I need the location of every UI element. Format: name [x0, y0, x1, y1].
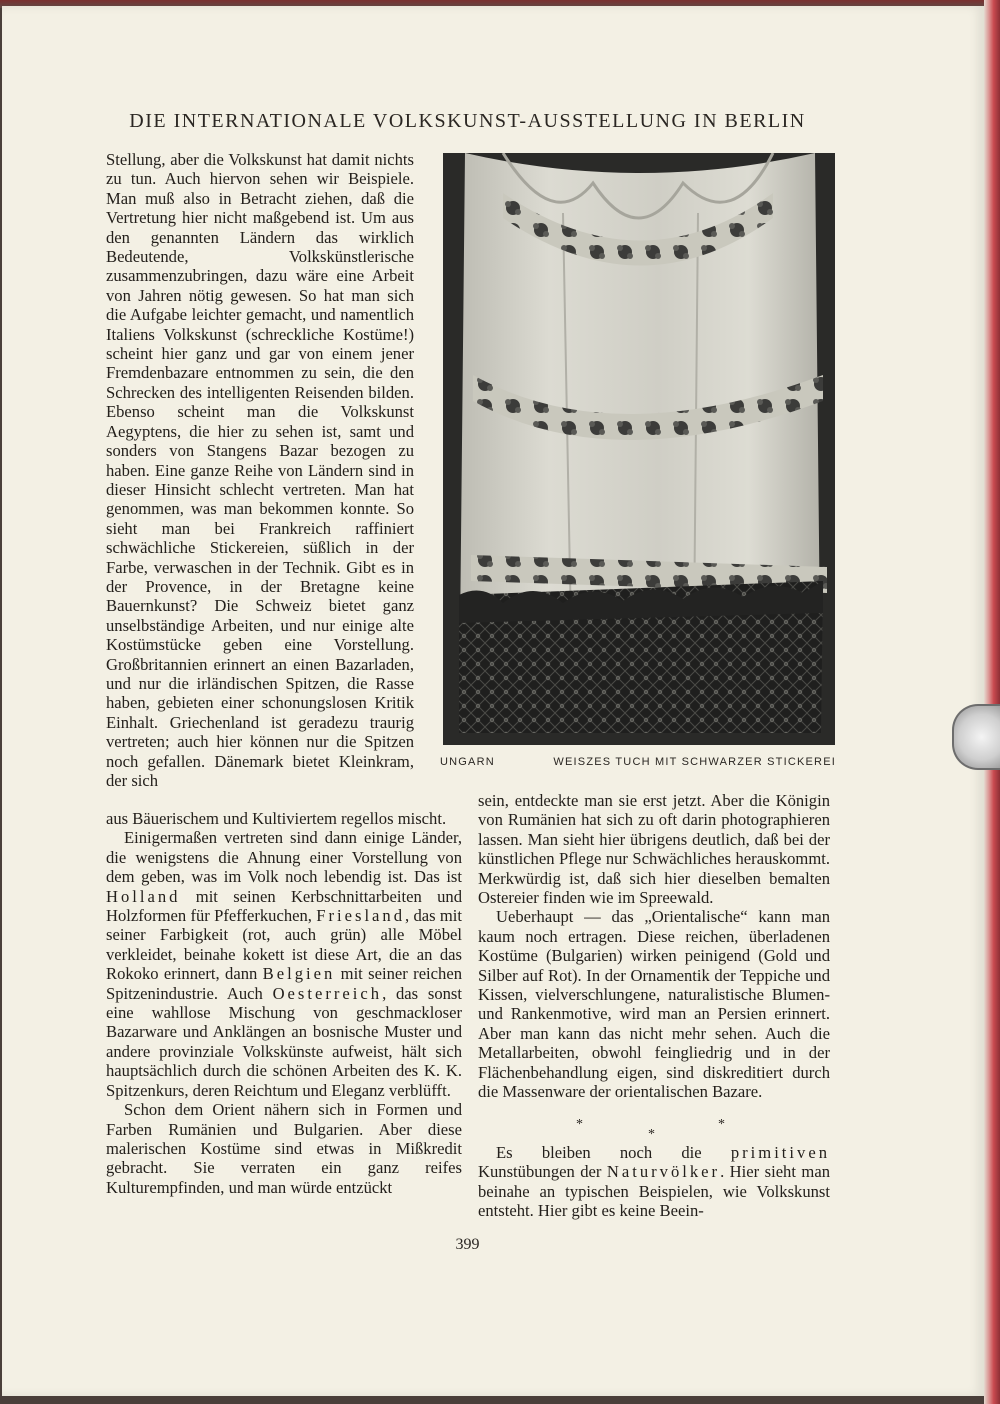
text-run: Es bleiben noch die: [496, 1143, 731, 1162]
right-column: [478, 791, 830, 1102]
asterisk: *: [718, 1117, 725, 1132]
embroidered-cloth-photo: [443, 153, 835, 745]
page-clip: [952, 704, 1000, 770]
paragraph: sein, entdeckte man sie erst jetzt. Aber die Königin von Rumänien hat sich zu oft darin photographieren lassen. Man sieht hier übrigens deutlich, daß bei der künstlichen Pflege nur Schwächliches herauskommt. Merkwürdig ist, daß sich hier dieselben bemalten Ostereier finden wie im Spreewald.: [478, 791, 830, 908]
running-head: DIE INTERNATIONALE VOLKSKUNST-AUSSTELLUNG IN BERLIN: [129, 110, 806, 132]
text-run: . Hier sieht man beinahe an typischen Beispielen, wie Volkskunst entsteht. Hier gibt es keine Beein-: [478, 1162, 830, 1221]
spaced-country-name: Friesland: [316, 906, 406, 926]
spaced-country-name: Oesterreich: [272, 983, 383, 1003]
figure-caption-title: WEISZES TUCH MIT SCHWARZER STICKEREI: [553, 756, 836, 768]
asterisk: *: [576, 1117, 583, 1132]
paragraph: Ueberhaupt — das „Orientalische“ kann man kaum noch ertragen. Diese reichen, überladenen Kostüme (Bulgarien) wirken peinigend (Gold und Silber auf Rot). In der Ornamentik der Teppiche und Kissen, vielverschlungene, naturalistische Blumen- und Rankenmotive, wird man an Persien erinnert. Aber man kann das nicht mehr sehen. Auch die Metallarbeiten, obwohl feingliedrig und in der Flächenbehandlung eigen, sind diskreditiert durch die Massenware der orientalischen Bazare.: [478, 907, 830, 1102]
page-number: 399: [455, 1236, 480, 1253]
left-column-top: [106, 150, 414, 790]
text-run: , das sonst eine wahllose Mischung von geschmackloser Bazarware und Anklängen an bosnische Muster und andere provinziale Volkskünste aufweist, hält sich hauptsächlich durch die schönen Arbeiten des K. K. Spitzenkurs, deren Reichtum und Eleganz verblüfft.: [106, 983, 462, 1100]
text-run: Kunstübungen der: [478, 1162, 607, 1182]
book-right-edge: [984, 0, 1000, 1404]
spaced-word: Naturvölker: [606, 1162, 721, 1182]
cloth-illustration: [443, 153, 835, 745]
text-run: , das mit seiner Farbigkeit (rot, auch grün) alle Möbel verkleidet, beinahe kokett ist diese Art, die an das Rokoko erinnert, dann: [106, 906, 463, 984]
spaced-country-name: Holland: [106, 886, 181, 906]
spaced-country-name: Belgien: [262, 964, 336, 984]
right-column-after-break: [478, 1143, 830, 1221]
figure-caption-country: UNGARN: [440, 756, 495, 768]
asterisk: *: [648, 1127, 655, 1142]
left-column-bottom: [106, 809, 462, 1197]
section-break-asterism: [478, 1113, 830, 1143]
paragraph: aus Bäuerischem und Kultiviertem regellos mischt.: [106, 809, 447, 828]
paragraph: [106, 828, 462, 1100]
paragraph: [478, 1143, 830, 1221]
text-run: mit seiner reichen Spitzenindustrie. Auch: [106, 964, 462, 1003]
spaced-word: primitiven: [730, 1143, 830, 1162]
paragraph: Stellung, aber die Volkskunst hat damit nichts zu tun. Auch hiervon sehen wir Beispiele. Man muß also in Betracht ziehen, daß die Vertretung hier nicht maßgebend ist. Um aus den genannten Ländern das wirklich Bedeutende, Volkskünstlerische zusammenzubringen, dazu wäre eine Arbeit von Jahren nötig gewesen. So hat man sich die Aufgabe leichter gemacht, und namentlich Italiens Volkskunst (schreckliche Kostüme!) scheint hier ganz und gar von einem jener Fremdenbazare entnommen zu sein, die den Schrecken des intelligenten Reisenden bilden. Ebenso scheint man die Volkskunst Aegyptens, die hier zu sehen ist, samt und sonders von Stangens Bazar bezogen zu haben. Eine ganze Reihe von Ländern sind in dieser Hinsicht schlecht vertreten. Man hat genommen, was man bekommen konnte. So sieht man bei Frankreich raffiniert schwächliche Stickereien, süßlich in der Farbe, verwaschen in der Technik. Gibt es in der Provence, in der Bretagne keine Bauernkunst? Die Schweiz bietet ganz unselbständige Arbeiten, und nur einige alte Kostümstücke geben eine Vorstellung. Großbritannien erinnert an einen Bazarladen, und nur die irländischen Spitzen, die Rasse haben, gebieten einer schonungslosen Kritik Einhalt. Griechenland ist geradezu traurig vertreten; auch hier können nur die Spitzen noch gefallen. Dänemark bietet Kleinkram, der sich: [106, 150, 414, 790]
text-run: mit seinen Kerbschnittarbeiten und Holzformen für Pfefferkuchen,: [106, 886, 462, 926]
text-run: Einigermaßen vertreten sind dann einige Länder, die wenigstens die Ahnung einer Vorstellung von dem geben, was im Volk noch lebendig ist. Das ist: [106, 828, 462, 887]
paragraph: Schon dem Orient nähern sich in Formen und Farben Rumänien und Bulgarien. Aber diese malerischen Kostüme sind etwas in Mißkredit gebracht. Sie verraten ein ganz reifes Kulturempfinden, und man würde entzückt: [106, 1100, 462, 1197]
